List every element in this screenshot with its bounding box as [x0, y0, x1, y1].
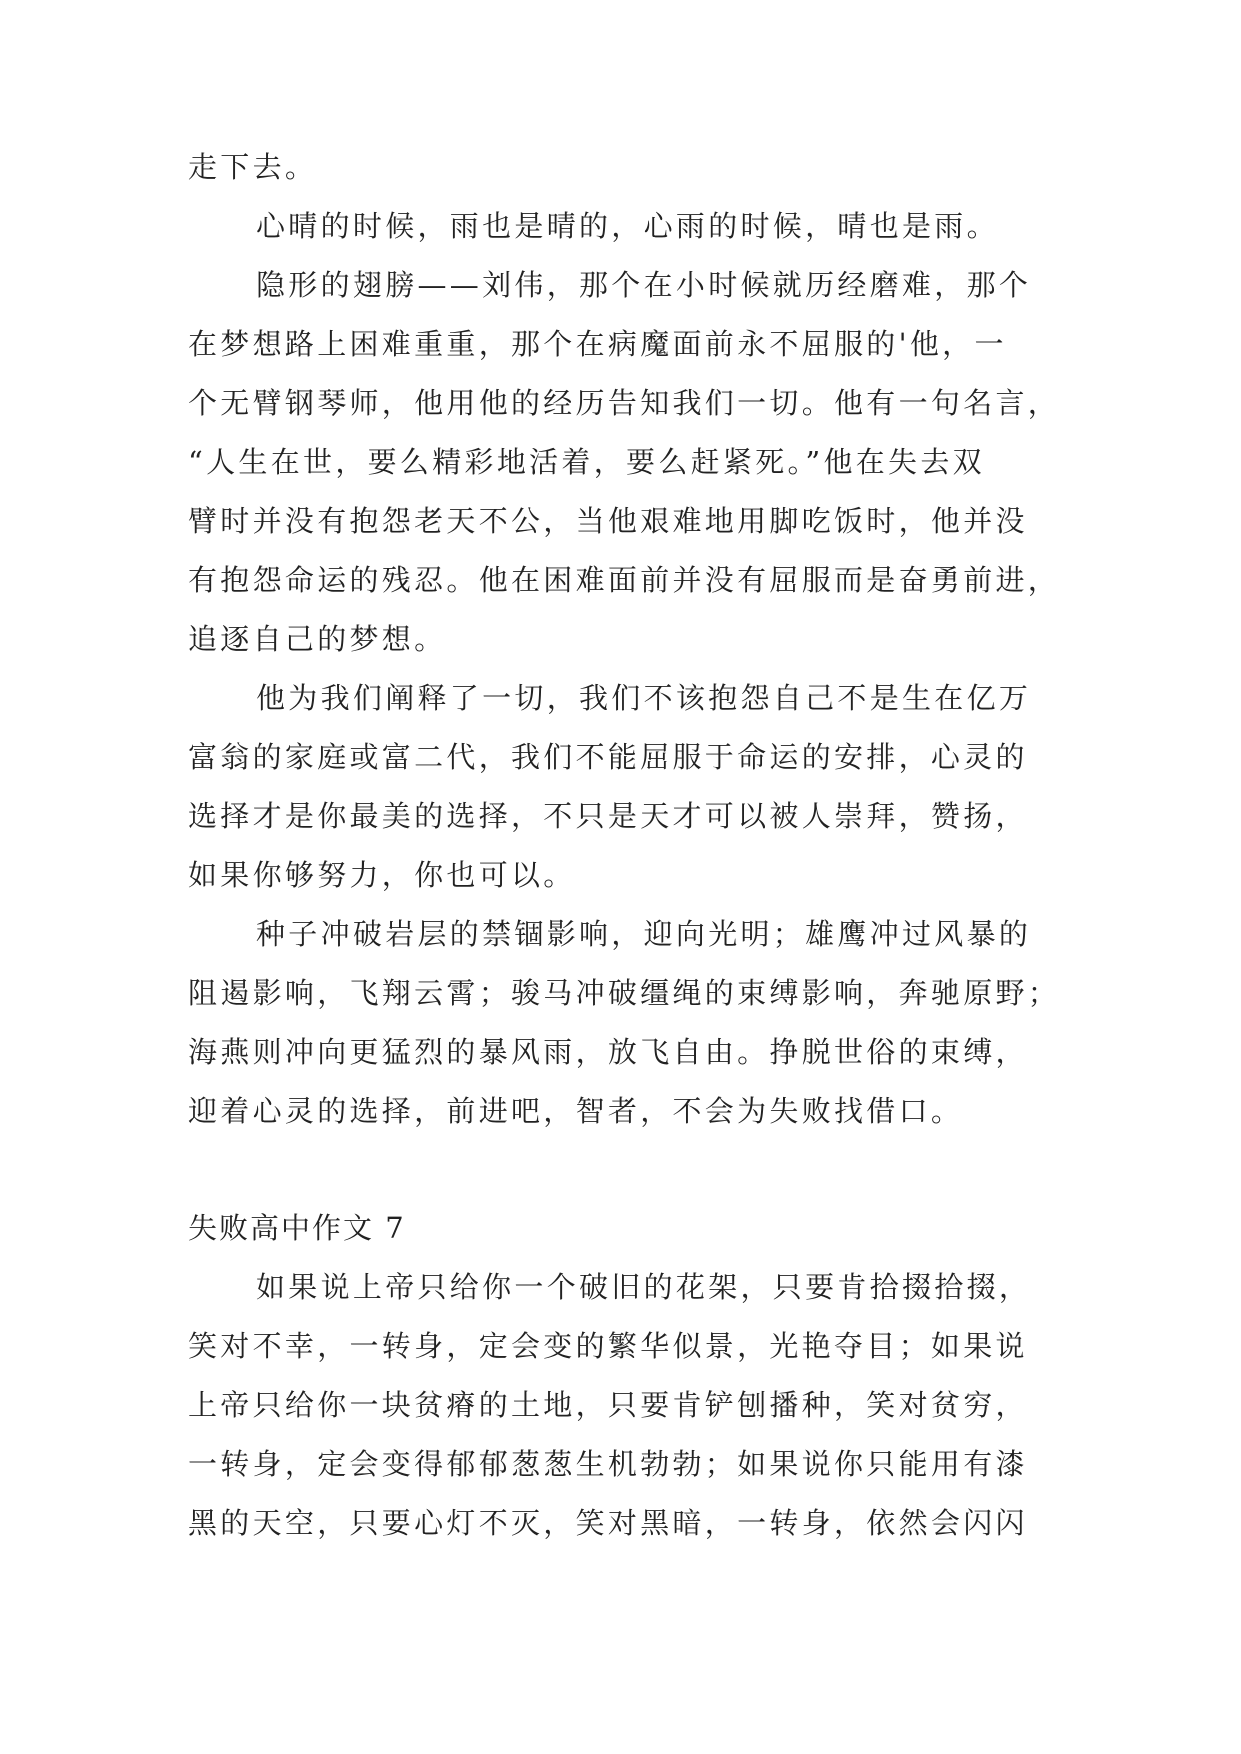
text-line: 在梦想路上困难重重，那个在病魔面前永不屈服的'他，一	[188, 327, 1007, 361]
paragraph-first-line: 他为我们阐释了一切，我们不该抱怨自己不是生在亿万	[256, 681, 1032, 715]
text-line: 黑的天空，只要心灯不灭，笑对黑暗，一转身，依然会闪闪	[188, 1506, 1028, 1540]
text-line: 富翁的家庭或富二代，我们不能屈服于命运的安排，心灵的	[188, 740, 1028, 774]
paragraph-first-line: 如果说上帝只给你一个破旧的花架，只要肯拾掇拾掇，	[256, 1270, 1032, 1304]
text-line: “人生在世，要么精彩地活着，要么赶紧死。”他在失去双	[188, 445, 985, 479]
text-line: 海燕则冲向更猛烈的暴风雨，放飞自由。挣脱世俗的束缚，	[188, 1035, 1028, 1069]
text-line: 一转身，定会变得郁郁葱葱生机勃勃；如果说你只能用有漆	[188, 1447, 1028, 1481]
text-line: 阻遏影响，飞翔云霄；骏马冲破缰绳的束缚影响，奔驰原野；	[188, 976, 1061, 1010]
text-line: 个无臂钢琴师，他用他的经历告知我们一切。他有一句名言，	[188, 386, 1061, 420]
text-line: 迎着心灵的选择，前进吧，智者，不会为失败找借口。	[188, 1094, 964, 1128]
text-line: 走下去。	[188, 150, 318, 184]
text-line: 笑对不幸，一转身，定会变的繁华似景，光艳夺目；如果说	[188, 1329, 1028, 1363]
section-title: 失败高中作文 7	[188, 1211, 406, 1245]
text-line: 选择才是你最美的选择，不只是天才可以被人崇拜，赞扬，	[188, 799, 1028, 833]
text-line: 追逐自己的梦想。	[188, 622, 447, 656]
text-line: 有抱怨命运的残忍。他在困难面前并没有屈服而是奋勇前进，	[188, 563, 1061, 597]
paragraph-first-line: 种子冲破岩层的禁锢影响，迎向光明；雄鹰冲过风暴的	[256, 917, 1032, 951]
text-line: 臂时并没有抱怨老天不公，当他艰难地用脚吃饭时，他并没	[188, 504, 1028, 538]
text-line: 上帝只给你一块贫瘠的土地，只要肯铲刨播种，笑对贫穷，	[188, 1388, 1028, 1422]
paragraph-first-line: 心晴的时候，雨也是晴的，心雨的时候，晴也是雨。	[256, 209, 999, 243]
text-line: 如果你够努力，你也可以。	[188, 858, 576, 892]
paragraph-first-line: 隐形的翅膀——刘伟，那个在小时候就历经磨难，那个	[256, 268, 1032, 302]
